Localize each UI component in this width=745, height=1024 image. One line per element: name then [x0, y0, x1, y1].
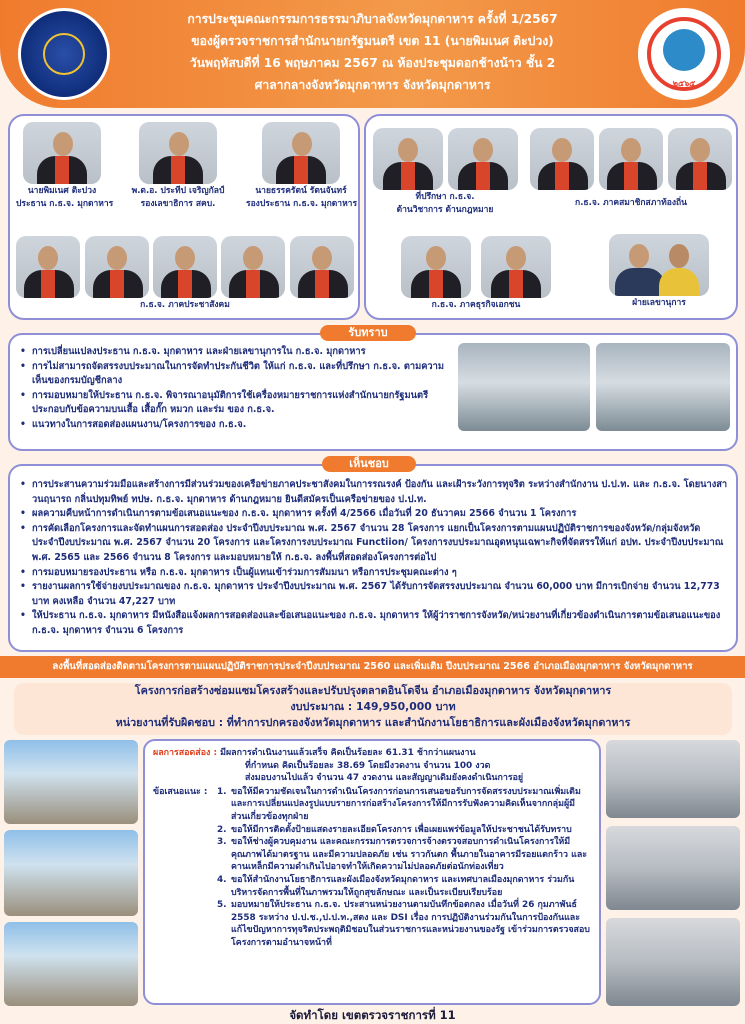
- meeting-room-photo: [458, 343, 590, 431]
- monitoring-details: [143, 739, 601, 1005]
- site-visit-photo: [4, 830, 138, 916]
- list-item: • การมอบหมายรองประธาน หรือ ก.ธ.จ. มุกดาหาร เป็นผู้แทนเข้าร่วมการสัมมนา หรือการประชุมคณะต่าง ๆ: [20, 566, 728, 581]
- portrait-photo: [16, 236, 80, 298]
- group-private-sector: [396, 236, 556, 311]
- person-name: นายธรรครัตน์ รัตนจันทร์: [255, 186, 347, 196]
- monitoring-line: มีผลการดำเนินงานแล้วเสร็จ คิดเป็นร้อยละ 61.31 ช้ากว่าแผนงาน: [220, 748, 476, 758]
- suggestion-item: 4. ขอให้สำนักงานโยธาธิการและผังเมืองจังหวัดมุกดาหาร และเทศบาลเมืองมุกดาหาร ร่วมกันบริหารจัดการพื้นที่ในภาพรวมให้ถูกสุขลักษณะ และเป็นระเบียบเรียบร้อย: [217, 874, 575, 898]
- site-visit-photo: [606, 740, 740, 818]
- group-label: ก.ธ.จ. ภาคธุรกิจเอกชน: [431, 300, 521, 310]
- suggestion-item: 1. ขอให้มีความชัดเจนในการดำเนินโครงการก่อนการเสนอขอรับการจัดสรรงบประมาณเพิ่มเติม และการเปลี่ยนแปลงรูปแบบรายการก่อสร้างโครงการให้มีการรับฟังความคิดเห็นจากกลุ่มผู้มีส่วนเกี่ยวข้องทุกฝ่าย: [217, 786, 581, 822]
- footer-credit: จัดทำโดย เขตตรวจราชการที่ 11: [289, 1008, 456, 1022]
- list-item: • การไม่สามารถจัดสรรงบประมาณในการจัดทำประกันชีวิต ให้แก่ ก.ธ.จ. และที่ปรึกษา ก.ธ.จ. ตามความเห็นของกรมบัญชีกลาง: [20, 360, 450, 389]
- monitoring-label: ผลการสอดส่อง :: [153, 748, 217, 758]
- acknowledge-list: [20, 345, 450, 433]
- project-budget: งบประมาณ : 149,950,000 บาท: [290, 700, 456, 713]
- group-secretariat: [604, 234, 714, 309]
- anniversary-logo: [638, 8, 730, 100]
- meeting-room-photo: [596, 343, 730, 431]
- header-banner: [0, 0, 745, 108]
- portrait-photo: [290, 236, 354, 298]
- portrait-photo: [139, 122, 217, 184]
- portrait-photo: [401, 236, 471, 298]
- monitoring-result: [153, 747, 591, 760]
- portrait-photo: [609, 234, 709, 296]
- agree-list: [20, 478, 728, 639]
- list-item: • รายงานผลการใช้จ่ายงบประมาณของ ก.ธ.จ. มุกดาหาร ประจำปีงบประมาณ พ.ศ. 2567 ได้รับการจัดสรรงบประมาณ จำนวน 60,000 บาท มีการเบิกจ่าย จำนวน 12,773 บาท คงเหลือ จำนวน 47,227 บาท: [20, 580, 728, 609]
- attendees-panel-right: [364, 114, 738, 320]
- suggestions-label: ข้อเสนอแนะ :: [153, 786, 208, 797]
- attendees-panel-left: [8, 114, 360, 320]
- person-role: รองประธาน ก.ธ.จ. มุกดาหาร: [246, 199, 358, 209]
- suggestions-list: [217, 786, 591, 950]
- portrait-photo: [448, 128, 518, 190]
- project-agency: หน่วยงานที่รับผิดชอบ : ที่ทำการปกครองจังหวัดมุกดาหาร และสำนักงานโยธาธิการและผังเมืองจังหวัดมุกดาหาร: [115, 716, 631, 729]
- suggestions-block: [153, 786, 591, 950]
- suggestion-item: 2. ขอให้มีการติดตั้งป้ายแสดงรายละเอียดโครงการ เพื่อเผยแพร่ข้อมูลให้ประชาชนได้รับทราบ: [217, 824, 572, 835]
- portrait-photo: [373, 128, 443, 190]
- list-item: • การมอบหมายให้ประธาน ก.ธ.จ. พิจารณาอนุมัติการใช้เครื่องหมายราชการแห่งสำนักนายกรัฐมนตรีประกอบกับข้อความบนเสื้อ เสื้อกั๊ก หมวก และร่ม ของ ก.ธ.จ.: [20, 389, 450, 418]
- person-role: ประธาน ก.ธ.จ. มุกดาหาร: [16, 199, 114, 209]
- list-item: • การประสานความร่วมมือและสร้างการมีส่วนร่วมของเครือข่ายภาคประชาสังคมในการรณรงค์ ป้องกัน และเฝ้าระวังการทุจริต ระหว่างสำนักงาน ป.ป.ท. และ ก.ธ.จ. โดยนางสาวนฤนารถ กลิ่นปทุมทิพย์ ทปษ. ก.ธ.จ. มุกดาหาร ด้านกฎหมาย ยินดีสมัครเป็นเครือข่ายของ ป.ป.ท.: [20, 478, 728, 507]
- portrait-photo: [530, 128, 594, 190]
- page-title: [120, 8, 625, 96]
- group-label: ฝ่ายเลขานุการ: [632, 298, 686, 308]
- portrait-photo: [221, 236, 285, 298]
- site-visit-photo: [4, 740, 138, 824]
- person-role: รองเลขาธิการ สคบ.: [140, 199, 216, 209]
- project-info: [14, 683, 732, 735]
- list-item: • ผลความคืบหน้าการดำเนินการตามข้อเสนอแนะของ ก.ธ.จ. มุกดาหาร ครั้งที่ 4/2566 เมื่อวันที่ 20 ธันวาคม 2566 จำนวน 1 โครงการ: [20, 507, 728, 522]
- list-item: • ให้ประธาน ก.ธ.จ. มุกดาหาร มีหนังสือแจ้งผลการสอดส่องและข้อเสนอแนะของ ก.ธ.จ. มุกดาหาร ให้ผู้ว่าราชการจังหวัด/หน่วยงานที่เกี่ยวข้องดำเนินการตามข้อเสนอแนะของ ก.ธ.จ. มุกดาหาร จำนวน 6 โครงการ: [20, 609, 728, 638]
- group-local-council: [528, 128, 734, 209]
- group-civil-society: [14, 236, 356, 311]
- title-line-3: วันพฤหัสบดีที่ 16 พฤษภาคม 2567 ณ ห้องประชุมดอกช้างน้าว ชั้น 2: [189, 56, 556, 70]
- portrait-photo: [262, 122, 340, 184]
- suggestion-item: 5. มอบหมายให้ประธาน ก.ธ.จ. ประสานหน่วยงานตามบันทึกข้อตกลง เมื่อวันที่ 26 กุมภาพันธ์ 2558 ระหว่าง ป.ป.ช.,ป.ป.ท.,สตง และ DSI เรื่อง การปฏิบัติงานร่วมกันในการป้องกันและแก้ไขปัญหาการทุจริตประพฤติมิชอบในส่วนราชการและหน่วยงานของรัฐ เข้าร่วมการตรวจสอบโครงการตามอำนาจหน้าที่: [217, 900, 590, 948]
- agree-title: เห็นชอบ: [322, 456, 416, 472]
- group-label: ก.ธ.จ. ภาคประชาสังคม: [140, 300, 230, 310]
- portrait-photo: [153, 236, 217, 298]
- title-line-1: การประชุมคณะกรรมการธรรมาภิบาลจังหวัดมุกดาหาร ครั้งที่ 1/2567: [187, 12, 558, 26]
- portrait-photo: [668, 128, 732, 190]
- person-chair: [16, 122, 114, 210]
- title-line-4: ศาลากลางจังหวัดมุกดาหาร จังหวัดมุกดาหาร: [254, 78, 491, 92]
- title-line-2: ของผู้ตรวจราชการสำนักนายกรัฐมนตรี เขต 11 (นายพิมเนศ ติะปวง): [191, 34, 554, 48]
- group-label: ก.ธ.จ. ภาคสมาชิกสภาท้องถิ่น: [575, 198, 687, 208]
- ogp-logo: [18, 8, 110, 100]
- site-visit-photo: [4, 922, 138, 1006]
- project-name: โครงการก่อสร้างซ่อมแซมโครงสร้างและปรับปรุงตลาดอินโดจีน อำเภอเมืองมุกดาหาร จังหวัดมุกดาหาร: [134, 684, 612, 697]
- portrait-photo: [85, 236, 149, 298]
- list-item: • การเปลี่ยนแปลงประธาน ก.ธ.จ. มุกดาหาร และฝ่ายเลขานุการใน ก.ธ.จ. มุกดาหาร: [20, 345, 450, 360]
- site-visit-photo: [606, 918, 740, 1006]
- group-label: ที่ปรึกษา ก.ธ.จ.: [415, 192, 475, 202]
- portrait-photo: [599, 128, 663, 190]
- group-label: ด้านวิชาการ ด้านกฎหมาย: [396, 205, 494, 215]
- monitoring-line: ที่กำหนด คิดเป็นร้อยละ 38.69 โดยมีงวดงาน จำนวน 100 งวด: [245, 760, 491, 771]
- portrait-photo: [23, 122, 101, 184]
- portrait-photo: [481, 236, 551, 298]
- logo-year: ๒๕๖๕: [672, 79, 696, 88]
- agree-section: [8, 464, 738, 652]
- person-name: พ.ต.อ. ประทีป เจริญกัลป์: [131, 186, 225, 196]
- field-visit-banner: ลงพื้นที่สอดส่องติดตามโครงการตามแผนปฏิบัติราชการประจำปีงบประมาณ 2560 และเพิ่มเติม ปีงบประมาณ 2566 อำเภอเมืองมุกดาหาร จังหวัดมุกดาหาร: [0, 656, 745, 678]
- site-visit-photo: [606, 826, 740, 910]
- person-deputy-sec: [128, 122, 228, 210]
- acknowledge-title: รับทราบ: [320, 325, 416, 341]
- person-vice-chair: [246, 122, 356, 210]
- list-item: • แนวทางในการสอดส่องแผนงาน/โครงการของ ก.ธ.จ.: [20, 418, 450, 433]
- list-item: • การคัดเลือกโครงการและจัดทำแผนการสอดส่อง ประจำปีงบประมาณ พ.ศ. 2567 จำนวน 28 โครงการ แยกเป็นโครงการตามแผนปฏิบัติราชการของจังหวัด/กลุ่มจังหวัด ประจำปีงบประมาณ พ.ศ. 2567 จำนวน 20 โครงการ และโครงการงบประมาณ Functiion/ โครงการงบประมาณอุดหนุนเฉพาะกิจที่จัดสรรให้แก่ อปท. ประจำปีงบประมาณ พ.ศ. 2565 และ 2566 จำนวน 8 โครงการ และมอบหมายให้ ก.ธ.จ. ลงพื้นที่สอดส่องโครงการต่อไป: [20, 522, 728, 566]
- group-advisors: [370, 128, 520, 216]
- acknowledge-section: [8, 333, 738, 451]
- person-name: นายพิมเนศ ติะปวง: [27, 186, 97, 196]
- monitoring-line: ส่งมอบงานไปแล้ว จำนวน 47 งวดงาน และสัญญาเดิมยังคงดำเนินการอยู่: [245, 773, 524, 784]
- suggestion-item: 3. ขอให้ช่างผู้ควบคุมงาน และคณะกรรมการตรวจการจ้างตรวจสอบการดำเนินโครงการให้มีคุณภาพได้มาตรฐาน และมีความปลอดภัย เช่น ราวกันตก พื้นภายในอาคารมีรอยแตกร้าว และคานเหล็กมีความดำเกินไปอาจทำให้เกิดความไม่ปลอดภัยต่อนักท่องเที่ยว: [217, 837, 588, 873]
